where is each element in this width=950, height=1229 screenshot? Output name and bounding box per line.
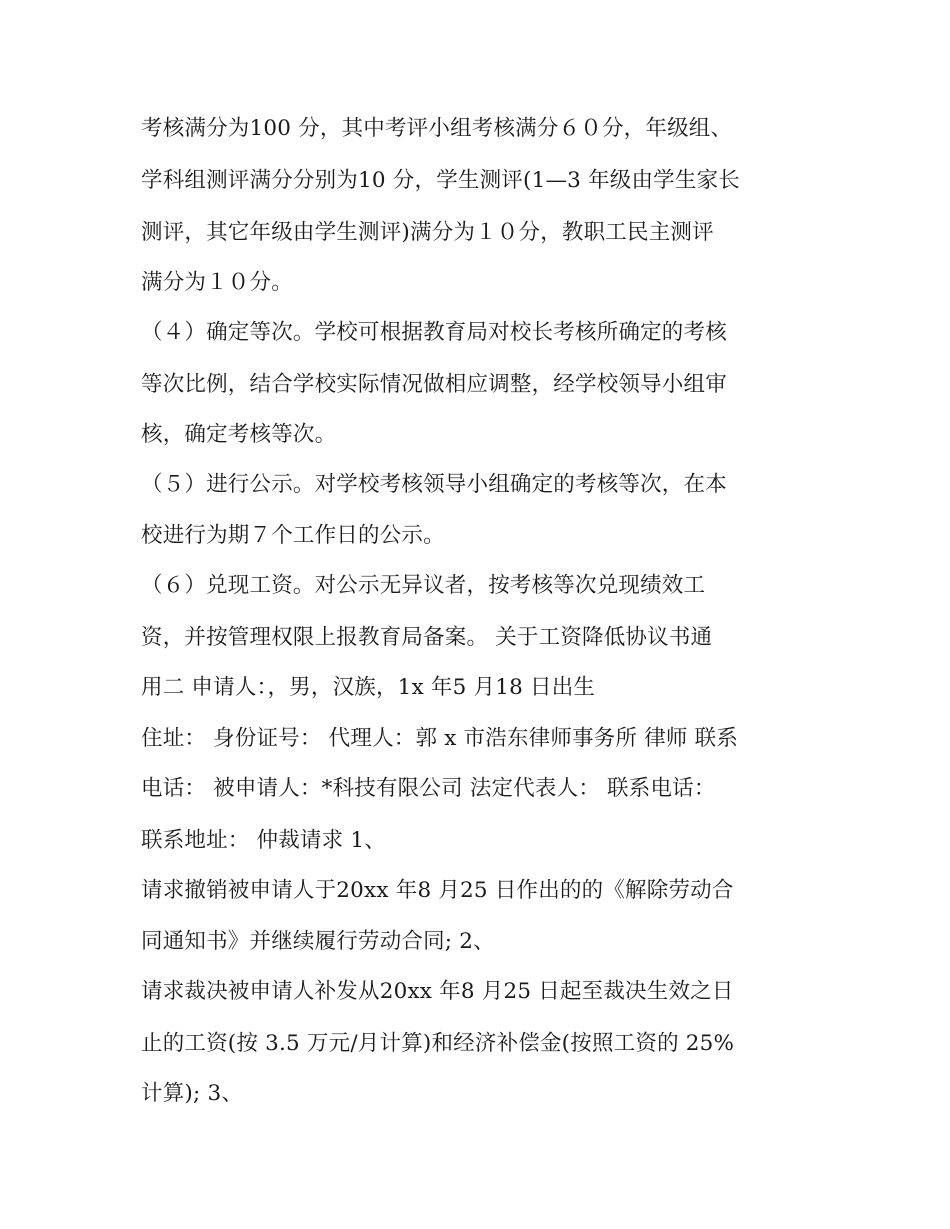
- text-line: 核，确定考核等次。: [141, 422, 337, 447]
- text-line: （６）兑现工资。对公示无异议者，按考核等次兑现绩效工: [141, 573, 706, 598]
- text-line: 资，并按管理权限上报教育局备案。 关于工资降低协议书通: [141, 625, 713, 650]
- text-line: （５）进行公示。对学校考核领导小组确定的考核等次，在本: [141, 472, 727, 497]
- text-line: 计算); 3、: [141, 1081, 244, 1106]
- text-line: 测评，其它年级由学生测评)满分为１０分，教职工民主测评: [141, 220, 714, 245]
- text-line: 用二 申请人：，男，汉族，1x 年5 月18 日出生: [141, 675, 596, 700]
- text-line: 校进行为期７个工作日的公示。: [141, 523, 445, 548]
- text-line: （４）确定等次。学校可根据教育局对校长考核所确定的考核: [141, 320, 727, 345]
- text-line: 考核满分为100 分，其中考评小组考核满分６０分，年级组、: [141, 116, 733, 141]
- text-line: 止的工资(按 3.5 万元/月计算)和经济补偿金(按照工资的 25%: [141, 1031, 735, 1056]
- text-line: 学科组测评满分分别为10 分，学生测评(1—3 年级由学生家长: [141, 168, 740, 193]
- text-line: 请求撤销被申请人于20xx 年8 月25 日作出的的《解除劳动合: [141, 878, 734, 903]
- text-line: 联系地址： 仲裁请求 1、: [141, 828, 386, 853]
- text-line: 请求裁决被申请人补发从20xx 年8 月25 日起至裁决生效之日: [141, 979, 734, 1004]
- text-line: 住址： 身份证号： 代理人：郭 x 市浩东律师事务所 律师 联系: [141, 726, 739, 751]
- text-line: 同通知书》并继续履行劳动合同; 2、: [141, 929, 495, 954]
- text-line: 等次比例，结合学校实际情况做相应调整，经学校领导小组审: [141, 372, 727, 397]
- text-line: 电话： 被申请人：*科技有限公司 法定代表人： 联系电话：: [141, 776, 716, 801]
- text-line: 满分为１０分。: [141, 270, 293, 295]
